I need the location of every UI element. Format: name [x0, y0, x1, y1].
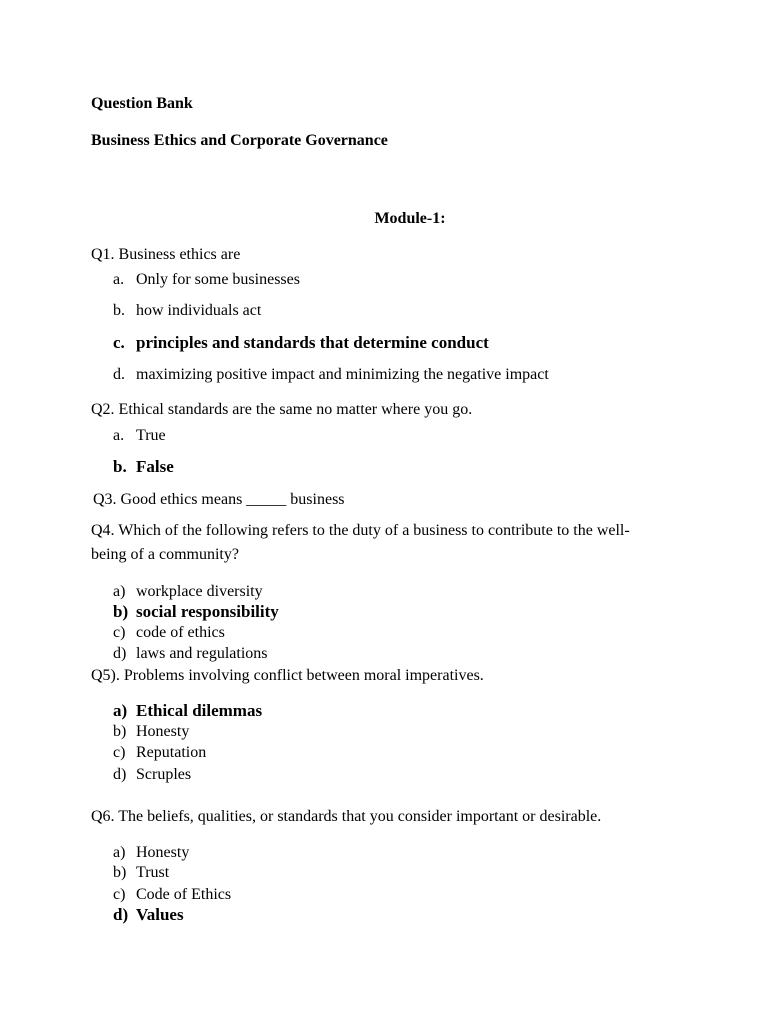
question-3: Q3. Good ethics means _____ business: [93, 491, 345, 508]
q1-option-a: a. Only for some businesses: [113, 271, 300, 288]
question-5: Q5). Problems involving conflict between moral imperatives.: [91, 667, 484, 684]
question-6: Q6. The beliefs, qualities, or standards that you consider important or desirable.: [91, 808, 602, 825]
question-4-line-1: Q4. Which of the following refers to the duty of a business to contribute to the well-: [91, 522, 630, 539]
q1-option-c-answer: c. principles and standards that determine conduct: [113, 333, 489, 352]
q5-option-d: d) Scruples: [113, 766, 192, 783]
q5-option-a-answer: a) Ethical dilemmas: [113, 701, 263, 720]
question-2: Q2. Ethical standards are the same no matter where you go.: [91, 401, 473, 418]
q6-option-b: b) Trust: [113, 864, 170, 881]
q5-option-b: b) Honesty: [113, 723, 190, 740]
q2-option-b-answer: b. False: [113, 457, 174, 476]
document-title: Question Bank: [91, 95, 193, 112]
q6-option-d-answer: d) Values: [113, 905, 184, 924]
q1-option-b: b. how individuals act: [113, 302, 262, 319]
q1-option-d: d. maximizing positive impact and minimizing the negative impact: [113, 366, 549, 383]
q4-option-c: c) code of ethics: [113, 624, 225, 641]
q6-option-c: c) Code of Ethics: [113, 886, 232, 903]
q2-option-a: a. True: [113, 427, 166, 444]
module-heading: Module-1:: [374, 210, 446, 227]
question-4-line-2: being of a community?: [91, 546, 239, 563]
q5-option-c: c) Reputation: [113, 744, 207, 761]
q4-option-a: a) workplace diversity: [113, 583, 263, 600]
q4-option-d: d) laws and regulations: [113, 645, 268, 662]
question-1: Q1. Business ethics are: [91, 246, 241, 263]
q4-option-b-answer: b) social responsibility: [113, 602, 279, 621]
q6-option-a: a) Honesty: [113, 844, 190, 861]
document-subtitle: Business Ethics and Corporate Governance: [91, 132, 388, 149]
